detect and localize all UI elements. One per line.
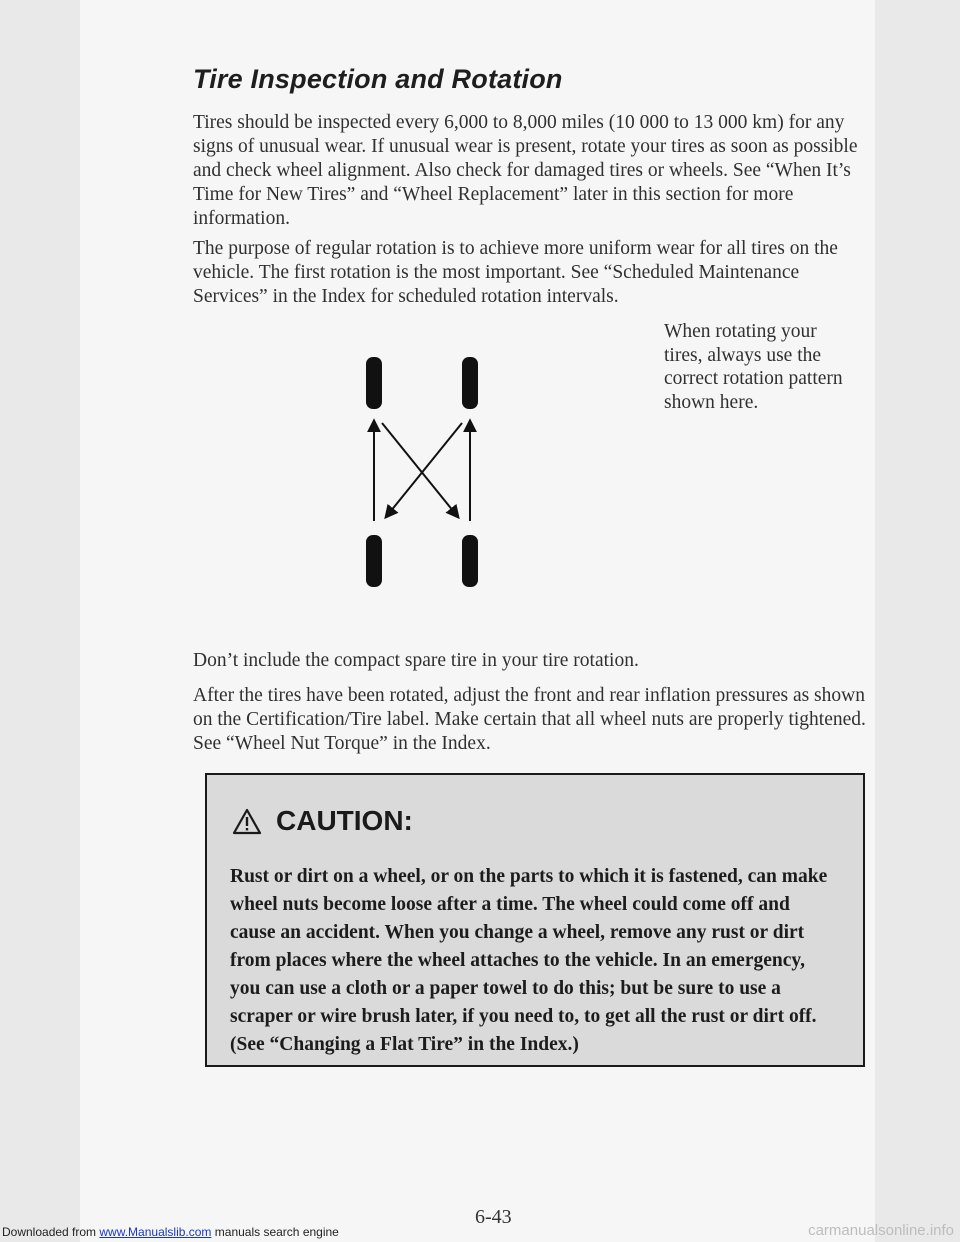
spare-tire-note: Don’t include the compact spare tire in your tire rotation. — [193, 650, 639, 671]
rear-right-tire — [462, 535, 478, 587]
rotation-purpose-paragraph: The purpose of regular rotation is to achieve more uniform wear for all tires on the vehicle. The first rotation is the most important. See “Scheduled Maintenance Services” in the Index for scheduled rotation intervals. — [193, 238, 838, 307]
caution-title — [232, 805, 413, 837]
rear-left-tire — [366, 535, 382, 587]
footer-suffix: manuals search engine — [211, 1225, 339, 1239]
caution-text: Rust or dirt on a wheel, or on the parts to which it is fastened, can make wheel nuts become loose after a time. The wheel could come off and cause an accident. When you change a wheel, remove any rust or dirt from places where the wheel attaches to the vehicle. In an emergency, you can use a cloth or a paper towel to do this; but be sure to use a scraper or wire brush later, if you need to, to get all the rust or dirt off. (See “Changing a Flat Tire” in the Index.) — [230, 866, 828, 1055]
tire-rotation-diagram — [330, 345, 510, 605]
front-right-tire — [462, 357, 478, 409]
front-right-to-rear-left-arrow — [386, 423, 462, 517]
section-heading: Tire Inspection and Rotation — [193, 64, 563, 94]
watermark: carmanualsonline.info — [808, 1222, 954, 1239]
download-footer — [2, 1225, 339, 1239]
front-left-to-rear-right-arrow — [382, 423, 458, 517]
caution-title-text: CAUTION: — [276, 805, 413, 836]
caution-box — [205, 773, 865, 1067]
manualslib-link[interactable]: www.Manualslib.com — [99, 1225, 212, 1239]
diagram-caption: When rotating your tires, always use the correct rotation pattern shown here. — [664, 321, 843, 413]
page-number: 6-43 — [475, 1206, 512, 1228]
after-rotation-paragraph: After the tires have been rotated, adjust the front and rear inflation pressures as shown on the Certification/Tire label. Make certain that all wheel nuts are properly tightened. See “Wheel Nut Torque” in the Index. — [193, 685, 866, 754]
warning-triangle-icon — [232, 808, 262, 835]
footer-prefix: Downloaded from — [2, 1225, 100, 1239]
inspection-paragraph: Tires should be inspected every 6,000 to 8,000 miles (10 000 to 13 000 km) for any signs of unusual wear. If unusual wear is present, rotate your tires as soon as possible and check wheel alignment. Also check for damaged tires or wheels. See “When It’s Time for New Tires” and “Wheel Replacement” later in this section for more information. — [193, 112, 858, 229]
front-left-tire — [366, 357, 382, 409]
